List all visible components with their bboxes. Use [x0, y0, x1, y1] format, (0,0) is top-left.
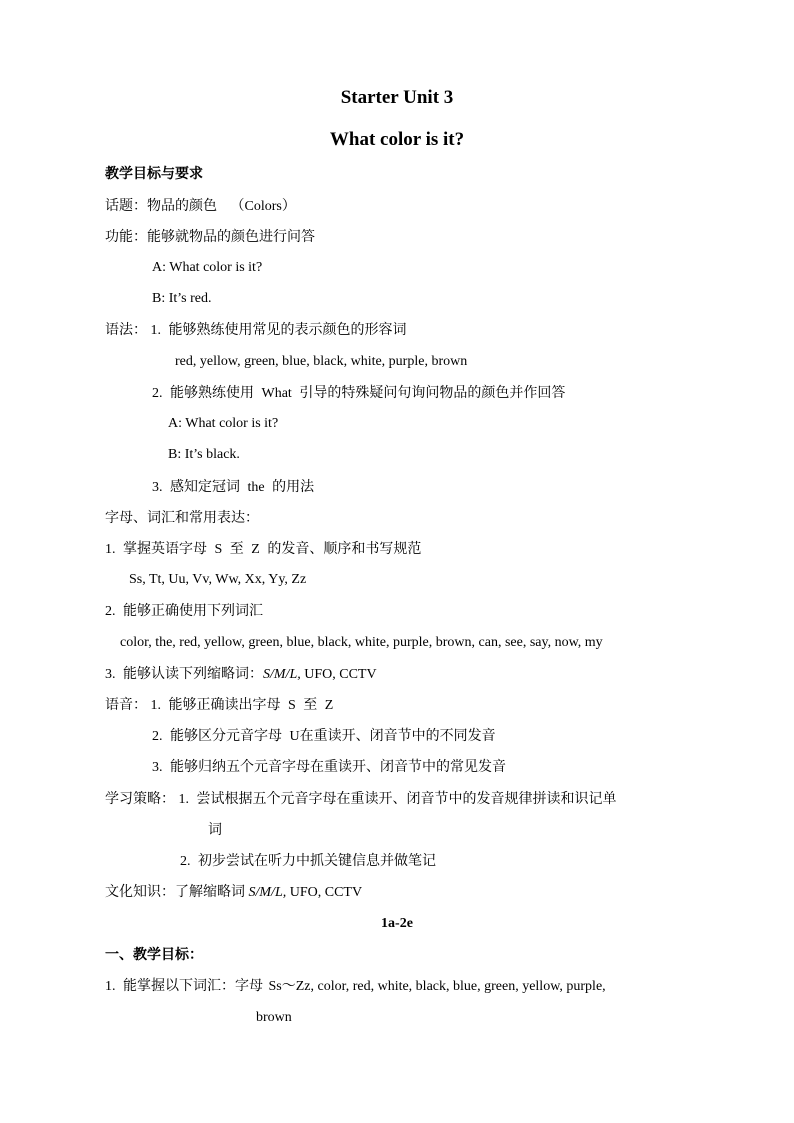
section-item-1-words: Ss～Zz, color, red, white, black, blue, green, yellow, purple, — [268, 979, 606, 994]
strategy-label: 学习策略： — [105, 791, 175, 807]
letters-1-c: 的发音、顺序和书写规范 — [267, 541, 422, 557]
culture-line — [105, 882, 362, 903]
page-subtitle: What color is it? — [329, 129, 465, 150]
strategy-2-line — [180, 851, 436, 872]
section-item-1-cont: brown — [256, 1010, 292, 1025]
phonics-3-num: 3. — [152, 760, 163, 775]
grammar-1-num: 1. — [150, 323, 161, 338]
letters-2-text: 能够正确使用下列词汇 — [123, 603, 263, 619]
section-heading — [105, 945, 203, 966]
grammar-3-a: 感知定冠词 — [170, 479, 240, 495]
phonics-1-line — [105, 695, 333, 716]
page-title: Starter Unit 3 — [340, 87, 454, 108]
phonics-2-a: 能够区分元音字母 — [170, 728, 282, 744]
letters-1-line — [105, 539, 421, 560]
strategy-2-text: 初步尝试在听力中抓关键信息并做笔记 — [198, 853, 436, 869]
grammar-2-b-line: B: It’s black. — [168, 447, 240, 462]
grammar-1-line — [105, 320, 407, 341]
phonics-2-b: 在重读开、闭音节中的不同发音 — [299, 728, 496, 744]
letters-3-line — [105, 664, 377, 685]
phonics-2-line — [152, 726, 496, 747]
function-line — [105, 227, 315, 248]
phonics-2-u: U — [289, 729, 300, 744]
phonics-2-num: 2. — [152, 729, 163, 744]
letters-2-list: color, the, red, yellow, green, blue, black, white, purple, brown, can, see, say, now, my — [120, 635, 603, 650]
phonics-3-text: 能够归纳五个元音字母在重读开、闭音节中的常见发音 — [170, 759, 506, 775]
topic-en: （Colors） — [230, 199, 296, 214]
letters-2-line — [105, 601, 263, 622]
letters-3-num: 3. — [105, 667, 116, 682]
letters-1-b: 至 — [229, 541, 244, 557]
phonics-label: 语音： — [105, 697, 147, 713]
letters-3-abbr: UFO, CCTV — [304, 667, 377, 682]
letters-heading-text: 字母、词汇和常用表达： — [105, 510, 259, 526]
grammar-3-en: the — [247, 480, 265, 495]
topic-line — [105, 196, 296, 217]
phonics-1-b: 至 — [303, 697, 318, 713]
letters-1-list: Ss, Tt, Uu, Vv, Ww, Xx, Yy, Zz — [129, 572, 307, 587]
function-a: A: What color is it? — [152, 260, 263, 275]
letters-1-num: 1. — [105, 542, 116, 557]
grammar-3-line — [152, 477, 314, 498]
function-b: B: It’s red. — [152, 291, 212, 306]
strategy-1-num: 1. — [178, 792, 189, 807]
letters-1-z: Z — [251, 542, 260, 557]
grammar-1-words: red, yellow, green, blue, black, white, purple, brown — [175, 354, 468, 369]
culture-label: 文化知识：了解缩略词 — [105, 884, 245, 900]
grammar-3-b: 的用法 — [272, 479, 315, 495]
phonics-1-num: 1. — [150, 698, 161, 713]
function-label: 功能：能够就物品的颜色进行问答 — [105, 229, 315, 245]
strategy-1-text: 尝试根据五个元音字母在重读开、闭音节中的发音规律拼读和识记单 — [196, 791, 617, 807]
phonics-3-line — [152, 757, 506, 778]
letters-1-a: 掌握英语字母 — [123, 541, 207, 557]
strategy-1-cont-line — [208, 820, 222, 841]
phonics-1-s: S — [288, 698, 296, 713]
phonics-1-z: Z — [324, 698, 334, 713]
strategy-1-line — [105, 789, 617, 810]
goals-heading — [105, 164, 203, 185]
grammar-3-num: 3. — [152, 480, 163, 495]
culture-abbr: UFO, CCTV — [289, 885, 363, 900]
phonics-1-a: 能够正确读出字母 — [168, 697, 281, 713]
letters-1-s: S — [214, 542, 223, 557]
section-item-1-a: 能掌握以下词汇：字母 — [123, 978, 263, 994]
strategy-2-num: 2. — [180, 854, 191, 869]
section-heading-text: 一、教学目标： — [105, 947, 203, 963]
grammar-2-line — [152, 383, 565, 404]
section-item-1-line — [105, 976, 606, 997]
grammar-2-a-line: A: What color is it? — [168, 416, 279, 431]
letters-3-abbr-italic: S/M/L, — [263, 667, 301, 682]
grammar-2-a: 能够熟练使用 — [170, 385, 254, 401]
section-label: 1a-2e — [381, 916, 413, 931]
letters-2-num: 2. — [105, 604, 116, 619]
letters-3-text: 能够认读下列缩略词： — [123, 666, 263, 682]
goals-heading-text: 教学目标与要求 — [105, 166, 203, 182]
topic-label: 话题：物品的颜色 — [105, 198, 217, 214]
letters-heading — [105, 508, 259, 529]
grammar-2-en: What — [261, 386, 292, 401]
strategy-1-cont: 词 — [208, 822, 222, 838]
grammar-2-b: 引导的特殊疑问句询问物品的颜色并作回答 — [299, 385, 566, 401]
grammar-2-num: 2. — [152, 386, 163, 401]
culture-abbr-italic: S/M/L, — [248, 885, 287, 900]
grammar-1-text: 能够熟练使用常见的表示颜色的形容词 — [168, 322, 407, 338]
section-item-1-num: 1. — [105, 979, 116, 994]
grammar-label: 语法： — [105, 322, 147, 338]
